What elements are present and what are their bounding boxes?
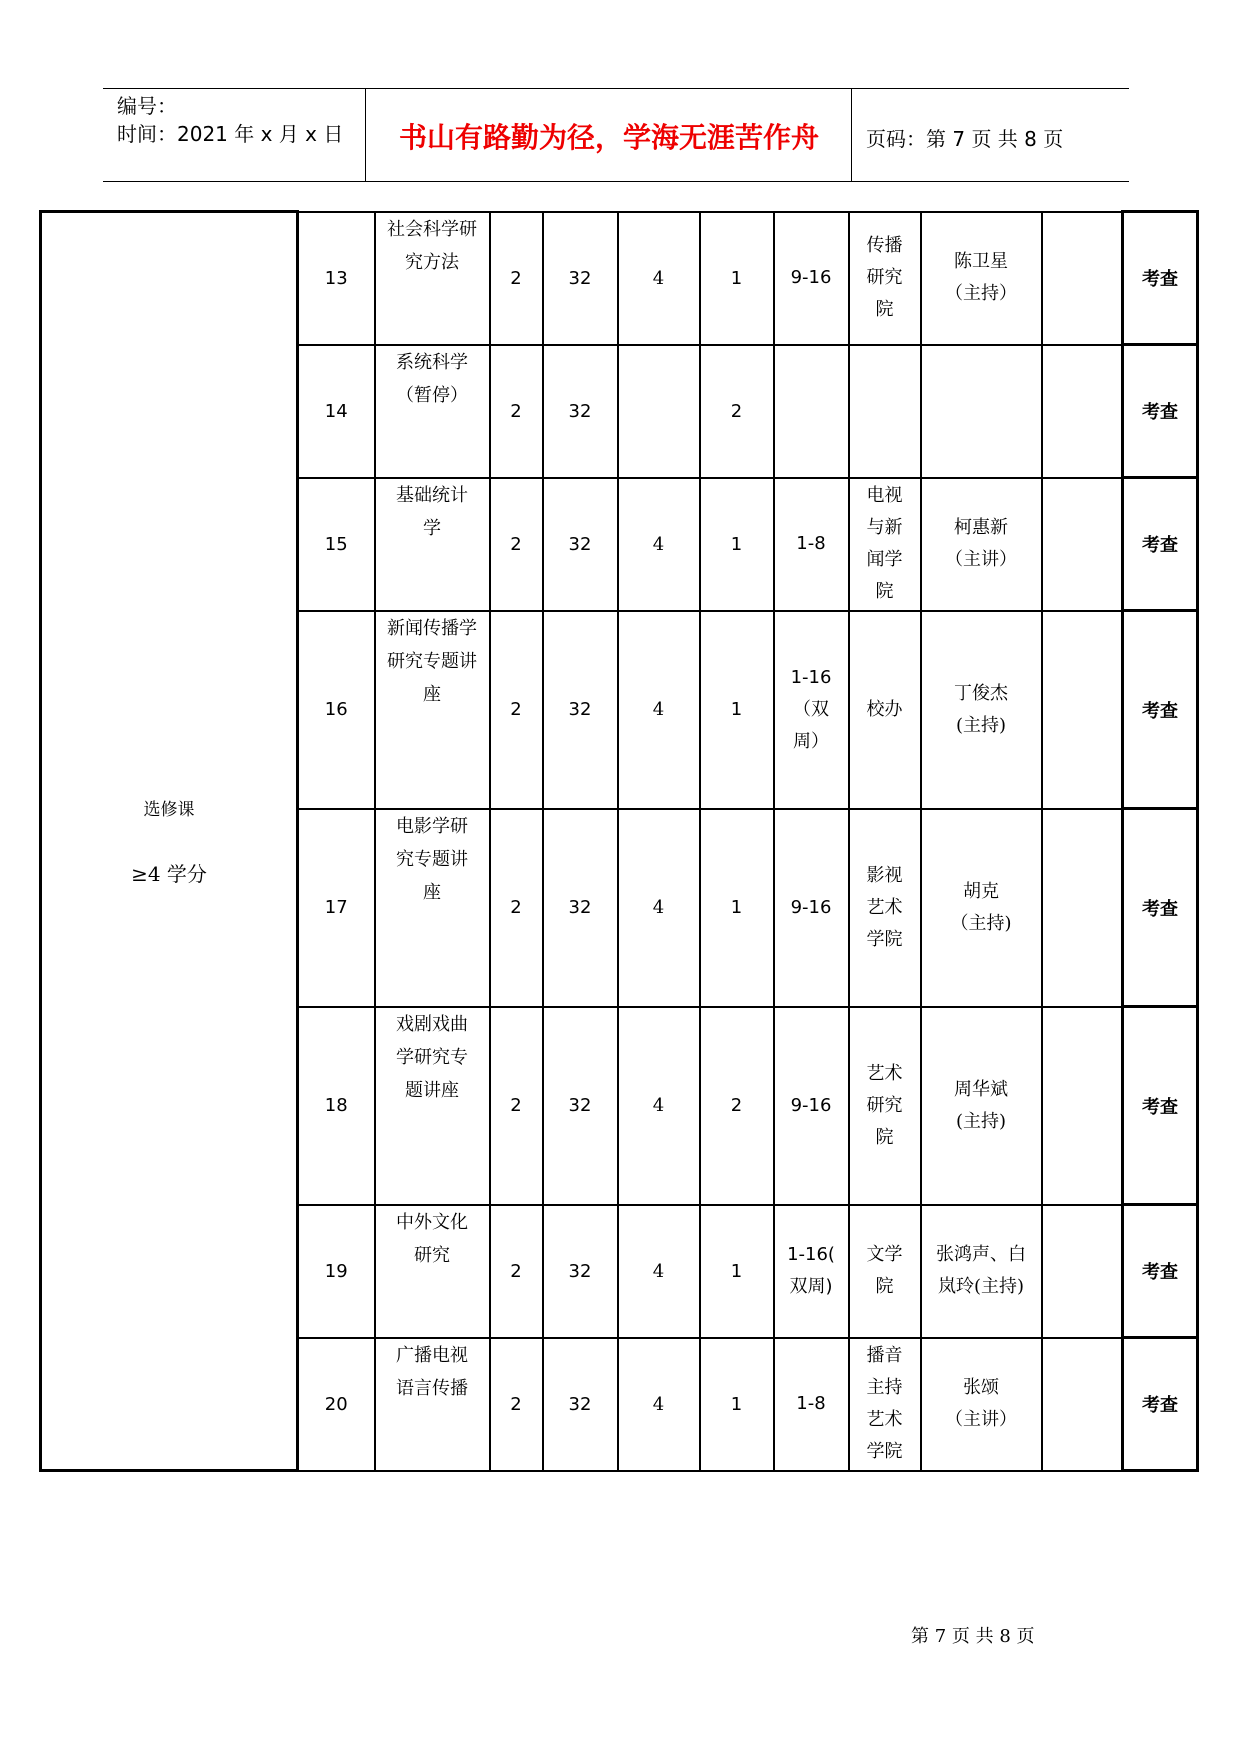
course-assessment: 考查 [1123,611,1198,809]
course-blank [1042,1205,1123,1338]
course-col6: 2 [700,345,774,478]
course-weeks-line: （双 [793,698,829,720]
course-department-line: 院 [875,299,894,320]
course-teacher-line: 陈卫星 [954,251,1008,272]
serial-label: 编号： [117,94,177,118]
course-table [39,210,1199,1472]
course-name [375,345,490,478]
course-assessment: 考查 [1123,1007,1198,1205]
course-weeks [774,212,849,345]
course-blank [1042,478,1123,611]
course-assessment: 考查 [1123,1338,1198,1471]
course-blank [1042,212,1123,345]
course-weeks-line: 1-8 [796,533,826,554]
course-weekly-hours: 4 [618,478,700,611]
course-name-line: （暂停） [396,384,468,406]
course-number: 20 [298,1338,375,1471]
course-teacher [921,1205,1042,1338]
header-top-rule [103,88,1129,89]
course-teacher [921,809,1042,1007]
time-label: 时间：2021 年 x 月 x 日 [117,122,344,146]
course-teacher-line: (主持) [955,1110,1007,1132]
course-weeks [774,1007,849,1205]
course-department-line: 研究 [866,1094,903,1116]
course-teacher-line: （主持) [950,912,1012,934]
course-hours: 32 [543,212,618,345]
course-number: 19 [298,1205,375,1338]
course-department-line: 影视 [866,864,903,886]
course-name-line: 电影学研 [396,815,468,837]
course-credit: 2 [490,809,543,1007]
course-name-line: 学 [423,517,441,539]
course-department-line: 艺术 [866,1409,903,1430]
course-name [375,1205,490,1338]
course-weekly-hours: 4 [618,611,700,809]
course-blank [1042,345,1123,478]
course-teacher-line: 张颂 [963,1377,999,1398]
course-name-line: 戏剧戏曲 [396,1013,468,1035]
course-credit: 2 [490,212,543,345]
course-teacher-line: （主讲） [945,549,1017,570]
course-assessment: 考查 [1123,1205,1198,1338]
course-credit: 2 [490,1007,543,1205]
course-name-line: 学研究专 [396,1046,468,1068]
course-weeks [774,611,849,809]
course-credit: 2 [490,478,543,611]
course-department-line: 主持 [866,1377,903,1398]
course-assessment: 考查 [1123,345,1198,478]
course-number: 18 [298,1007,375,1205]
course-hours: 32 [543,478,618,611]
course-name [375,478,490,611]
course-weeks [774,1338,849,1471]
course-teacher-line: 岚玲(主持) [937,1276,1025,1297]
course-weeks [774,478,849,611]
course-col6: 1 [700,611,774,809]
course-weeks-line: 双周) [789,1276,833,1297]
course-name-line: 新闻传播学 [387,617,477,639]
course-department-line: 文学 [866,1244,903,1265]
course-hours: 32 [543,809,618,1007]
course-weeks-line: 9-16 [790,896,832,918]
course-credit: 2 [490,1338,543,1471]
credit-requirement: ≥4 学分 [131,862,207,886]
course-weeks-line: 9-16 [790,1094,832,1116]
course-name [375,809,490,1007]
category-name: 选修课 [143,800,195,820]
course-teacher [921,478,1042,611]
course-assessment: 考查 [1123,212,1198,345]
course-department [849,212,921,345]
course-weeks [774,1205,849,1338]
course-credit: 2 [490,611,543,809]
course-weeks [774,809,849,1007]
course-teacher [921,1007,1042,1205]
course-hours: 32 [543,1338,618,1471]
course-department-line: 院 [875,581,894,602]
course-teacher-line: 丁俊杰 [954,682,1008,704]
course-col6: 1 [700,478,774,611]
course-department [849,1007,921,1205]
header-page-label: 页码：第 7 页 共 8 页 [866,127,1064,151]
course-col6: 1 [700,809,774,1007]
course-number: 13 [298,212,375,345]
course-blank [1042,611,1123,809]
course-name-line: 广播电视 [396,1344,468,1366]
header-motto: 书山有路勤为径，学海无涯苦作舟 [398,121,819,154]
course-department-line: 院 [875,1126,894,1148]
course-teacher [921,345,1042,478]
course-number: 14 [298,345,375,478]
course-name-line: 语言传播 [396,1377,468,1399]
course-department-line: 院 [875,1276,894,1297]
course-department [849,809,921,1007]
course-department-line: 校办 [866,698,903,720]
course-name [375,1338,490,1471]
course-teacher-line: 胡克 [963,880,999,902]
course-weeks-line: 9-16 [790,267,832,288]
header-meta [117,92,343,148]
course-name-line: 究方法 [405,251,459,273]
course-department-line: 学院 [866,928,903,950]
course-teacher-line: 周华斌 [954,1078,1008,1100]
course-col6: 1 [700,212,774,345]
course-teacher-line: 柯惠新 [954,517,1008,538]
course-teacher-line: (主持) [955,714,1007,736]
course-weekly-hours: 4 [618,809,700,1007]
course-col6: 1 [700,1338,774,1471]
course-credit: 2 [490,345,543,478]
course-weeks-line: 周） [793,730,829,752]
course-blank [1042,1007,1123,1205]
course-name-line: 中外文化 [396,1211,468,1233]
course-weeks-line: 1-16 [790,666,832,688]
course-department-line: 播音 [866,1345,903,1366]
footer-page-number: 第 7 页 共 8 页 [911,1626,1035,1647]
course-blank [1042,809,1123,1007]
course-name-line: 系统科学 [396,351,468,373]
course-name-line: 研究专题讲 [387,650,477,672]
course-hours: 32 [543,345,618,478]
course-department-line: 电视 [866,485,903,506]
course-teacher [921,1338,1042,1471]
course-department-line: 传播 [866,235,903,256]
course-department [849,345,921,478]
course-department-line: 研究 [866,267,903,288]
course-weekly-hours: 4 [618,1007,700,1205]
course-weeks [774,345,849,478]
course-weeks-line: 1-16( [787,1244,835,1265]
course-department-line: 与新 [866,517,903,538]
course-teacher-line: （主持） [945,283,1017,304]
course-name-line: 座 [423,683,441,705]
course-weekly-hours: 4 [618,212,700,345]
course-department-line: 艺术 [866,896,903,918]
course-hours: 32 [543,611,618,809]
course-name-line: 研究 [414,1244,450,1266]
course-department [849,1338,921,1471]
course-col6: 2 [700,1007,774,1205]
course-number: 17 [298,809,375,1007]
header-divider [365,88,366,181]
course-credit: 2 [490,1205,543,1338]
course-teacher-line: 张鸿声、白 [936,1244,1026,1265]
course-hours: 32 [543,1205,618,1338]
course-teacher-line: （主讲） [945,1409,1017,1430]
course-department [849,1205,921,1338]
course-department-line: 闻学 [866,549,903,570]
course-department-line: 艺术 [866,1062,903,1084]
course-department-line: 学院 [866,1441,903,1462]
course-name [375,611,490,809]
course-assessment: 考查 [1123,809,1198,1007]
course-weekly-hours [618,345,700,478]
course-name [375,1007,490,1205]
course-weeks-line: 1-8 [796,1393,826,1414]
course-name-line: 社会科学研 [387,218,477,240]
course-teacher [921,611,1042,809]
course-weekly-hours: 4 [618,1338,700,1471]
course-name-line: 究专题讲 [396,848,468,870]
course-department [849,611,921,809]
course-col6: 1 [700,1205,774,1338]
course-name-line: 题讲座 [405,1079,459,1101]
course-blank [1042,1338,1123,1471]
course-teacher [921,212,1042,345]
course-weekly-hours: 4 [618,1205,700,1338]
table-row [41,212,1198,345]
course-hours: 32 [543,1007,618,1205]
course-name-line: 基础统计 [396,484,468,506]
course-name-line: 座 [423,881,441,903]
course-number: 15 [298,478,375,611]
course-department [849,478,921,611]
course-name [375,212,490,345]
header-divider [851,88,852,181]
course-number: 16 [298,611,375,809]
category-cell [41,212,298,1471]
header-bottom-rule [103,181,1129,182]
course-assessment: 考查 [1123,478,1198,611]
